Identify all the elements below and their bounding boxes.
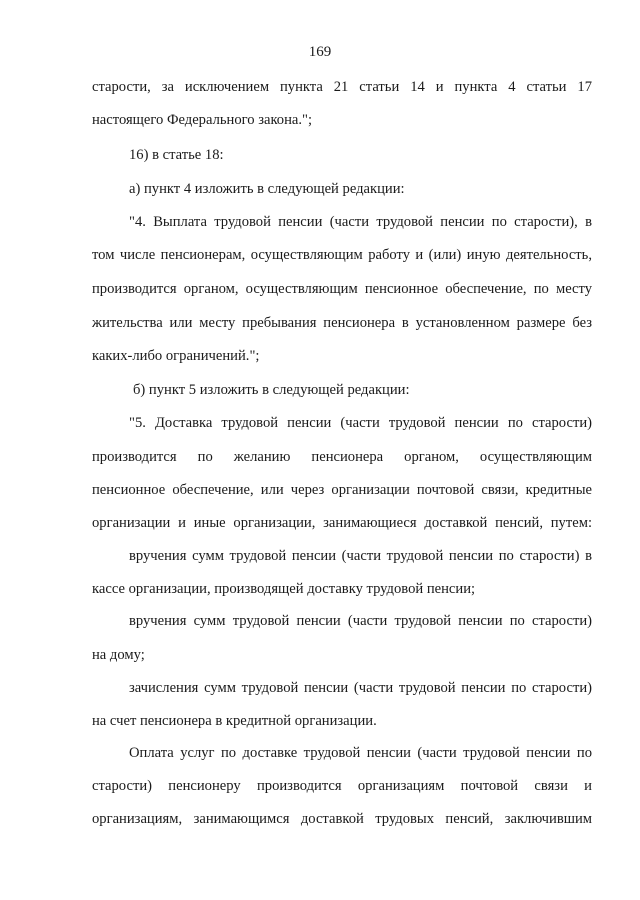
text-line: пенсионное обеспечение, или через организации почтовой связи, кредитные bbox=[92, 482, 592, 498]
text-line: "5. Доставка трудовой пенсии (части трудовой пенсии по старости) bbox=[129, 415, 592, 431]
text-line: производится органом, осуществляющим пенсионное обеспечение, по месту bbox=[92, 281, 592, 297]
text-line: том числе пенсионерам, осуществляющим работу и (или) иную деятельность, bbox=[92, 247, 592, 263]
text-line: зачисления сумм трудовой пенсии (части трудовой пенсии по старости) bbox=[129, 680, 592, 696]
text-line: старости, за исключением пункта 21 статьи 14 и пункта 4 статьи 17 bbox=[92, 79, 592, 95]
text-line: Оплата услуг по доставке трудовой пенсии (части трудовой пенсии по bbox=[129, 745, 592, 761]
page-number: 169 bbox=[308, 44, 332, 60]
text-line: 16) в статье 18: bbox=[129, 147, 224, 163]
text-line: б) пункт 5 изложить в следующей редакции: bbox=[133, 382, 410, 398]
text-line: жительства или месту пребывания пенсионера в установленном размере без bbox=[92, 315, 592, 331]
text-line: вручения сумм трудовой пенсии (части трудовой пенсии по старости) bbox=[129, 613, 592, 629]
text-line: на дому; bbox=[92, 647, 145, 663]
text-line: каких-либо ограничений."; bbox=[92, 348, 260, 364]
text-line: кассе организации, производящей доставку трудовой пенсии; bbox=[92, 581, 476, 597]
text-line: "4. Выплата трудовой пенсии (части трудовой пенсии по старости), в bbox=[129, 214, 592, 230]
text-line: а) пункт 4 изложить в следующей редакции: bbox=[129, 181, 405, 197]
text-line: производится по желанию пенсионера органом, осуществляющим bbox=[92, 449, 592, 465]
text-line: старости) пенсионеру производится организациям почтовой связи и bbox=[92, 778, 592, 794]
text-line: настоящего Федерального закона."; bbox=[92, 112, 313, 128]
text-line: вручения сумм трудовой пенсии (части трудовой пенсии по старости) в bbox=[129, 548, 592, 564]
text-line: на счет пенсионера в кредитной организации. bbox=[92, 713, 377, 729]
text-line: организации и иные организации, занимающиеся доставкой пенсий, путем: bbox=[92, 515, 592, 531]
text-line: организациям, занимающимся доставкой трудовых пенсий, заключившим bbox=[92, 811, 592, 827]
